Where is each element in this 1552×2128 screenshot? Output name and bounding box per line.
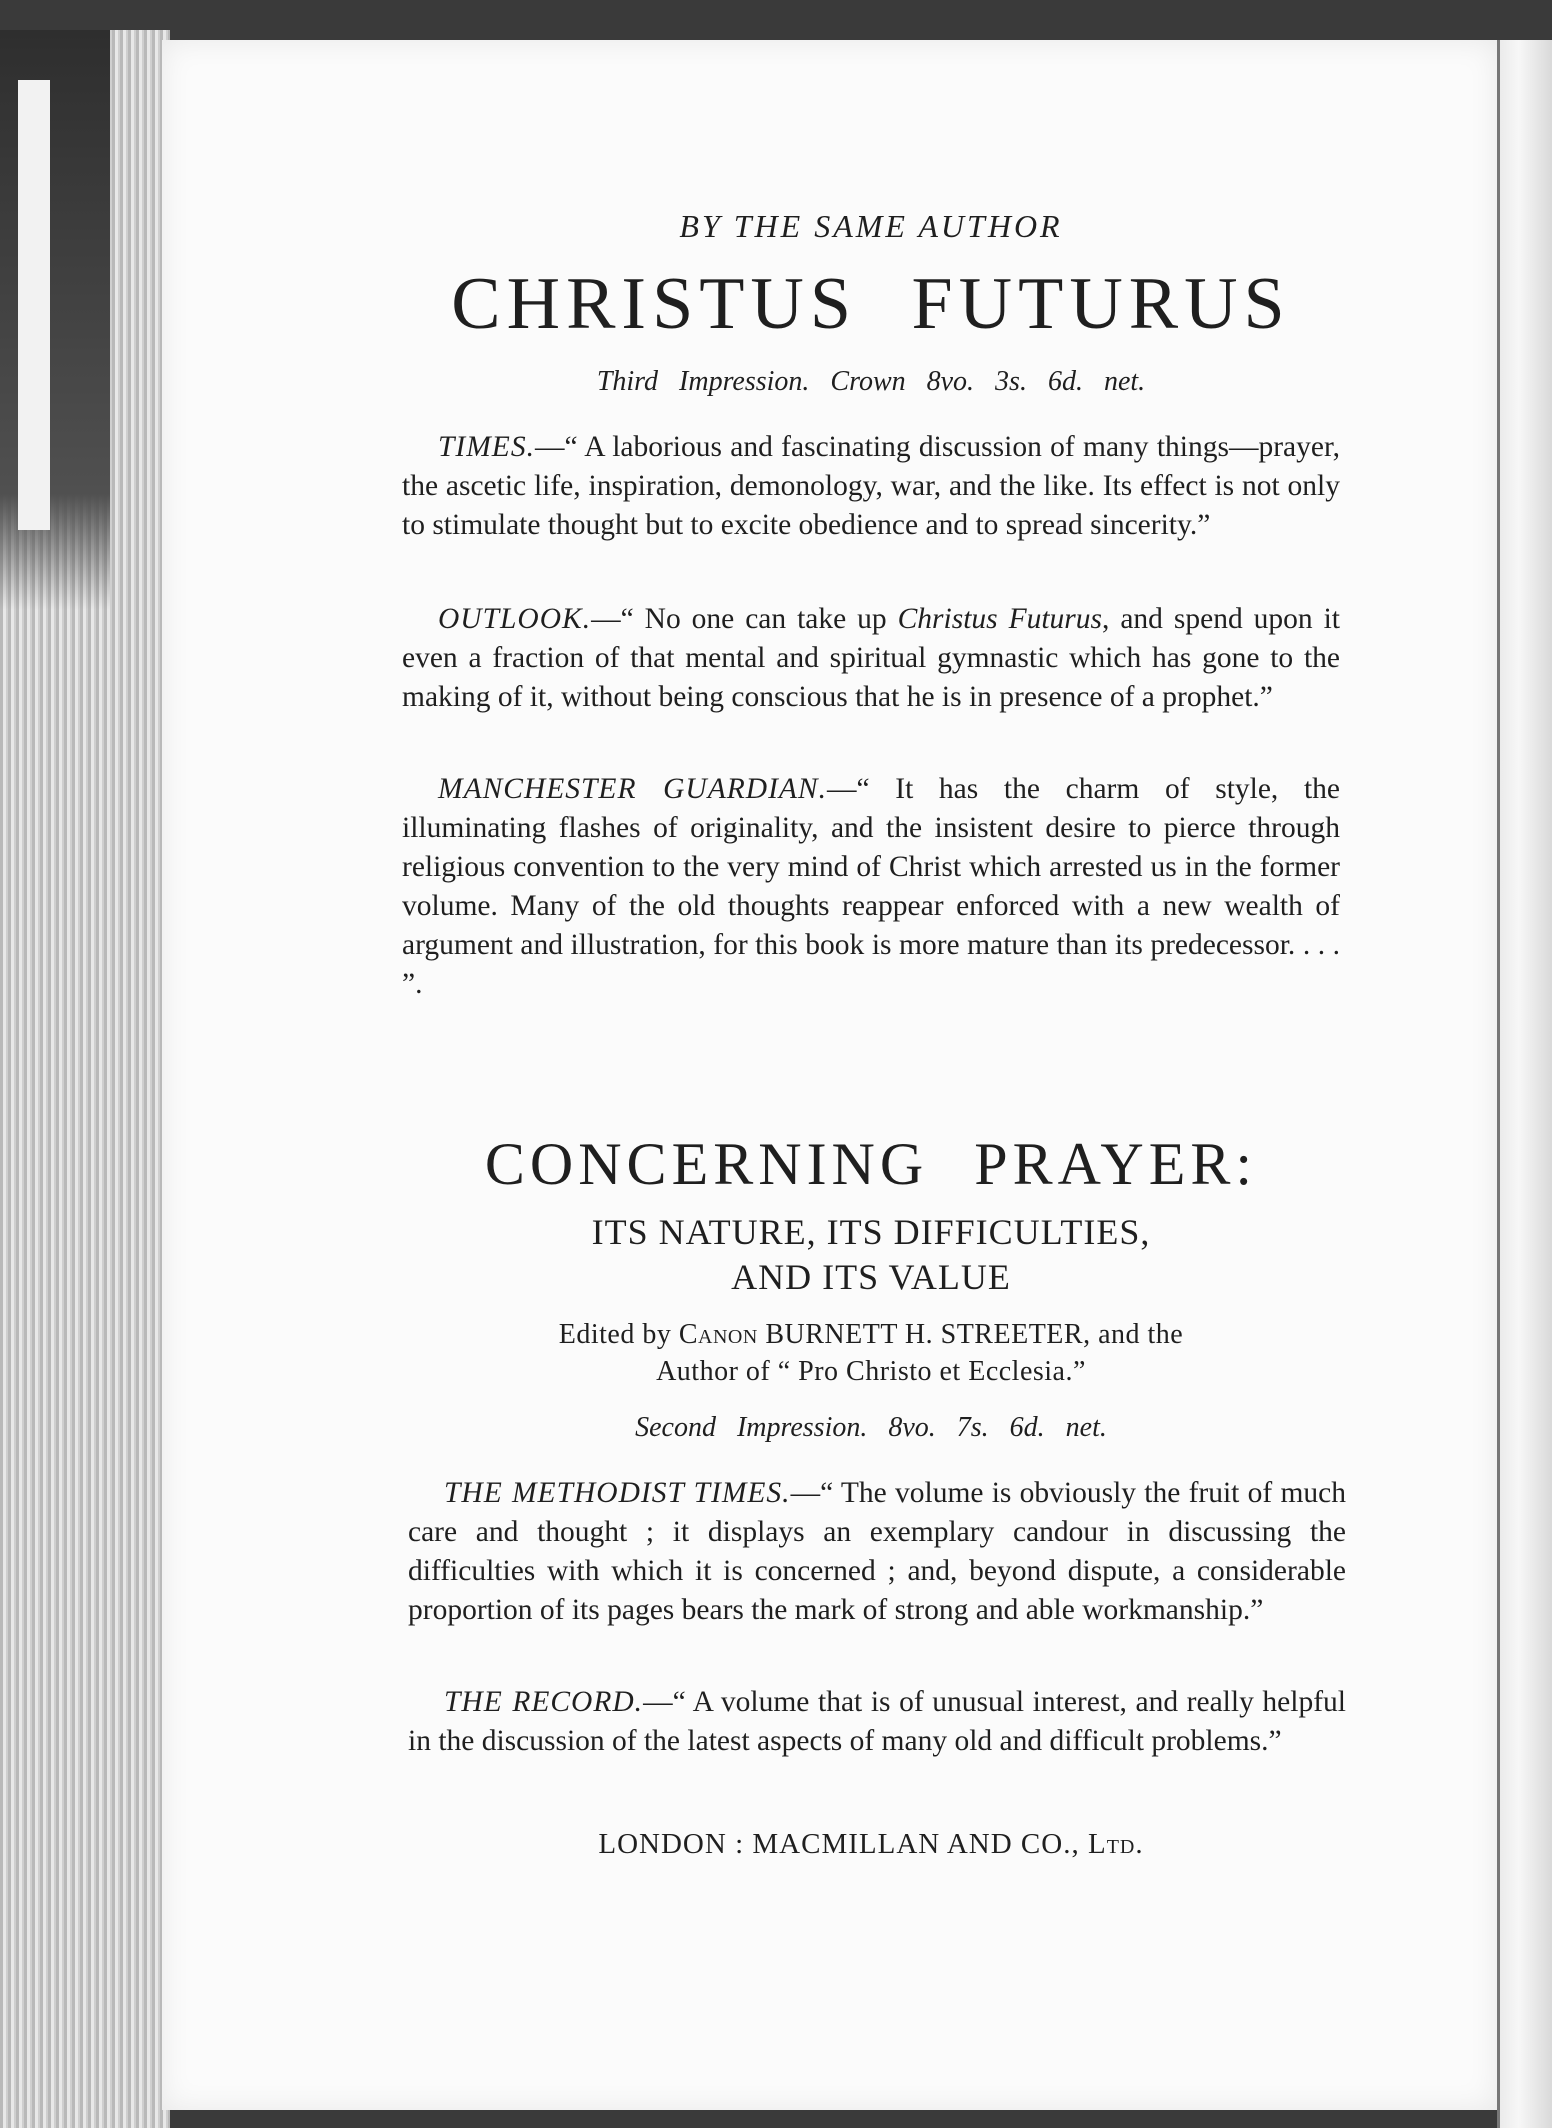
publisher-main: LONDON : MACMILLAN AND CO., [598,1828,1088,1860]
facing-page-edge [1497,40,1552,2128]
review-text: —“ It has the charm of style, the illuminating flashes of originality, and the insistent desire to pierce through religious convention to the very mind of Christ which arrested us in the former volume. Many of the old thoughts reappear enforced with a new wealth of argument and illustration, for this book is more mature than its predecessor. . . . ”. [402,773,1341,1000]
review-text: —“ The volume is obviously the fruit of much care and thought ; it displays an exemplary candour in discussing the difficulties with which it is concerned ; and, beyond dispute, a considerable proportion of its pages bears the mark of strong and able workmanship.” [408,1477,1347,1626]
book2-subtitle-line2: AND ITS VALUE [731,1257,1011,1297]
review-text: —“ A volume that is of unusual interest, and really helpful in the discussion of the latest aspects of many old and difficult problems.” [408,1686,1346,1757]
review-text: , and spend upon it even a fraction of that mental and spiritual gymnastic which has gone to the making of it, without being conscious that he is in presence of a prophet.” [402,603,1341,713]
book2-impression: Second Impression. 8vo. 7s. 6d. net. [635,1412,1107,1443]
book2-review-methodist [408,1474,1346,1630]
page [162,40,1497,2110]
book2-title: CONCERNING PRAYER: [484,1131,1258,1197]
edited-canon: Canon [678,1319,758,1350]
edited-name: BURNETT H. STREETER, and the [757,1319,1184,1350]
book2-editors [402,1316,1340,1390]
book1-review-times [402,428,1340,545]
review-source: THE RECORD. [444,1686,644,1718]
edited-prefix: Edited by [558,1319,679,1350]
edited-line2: Author of “ Pro Christo et Ecclesia.” [656,1356,1086,1387]
review-source: MANCHESTER GUARDIAN. [438,773,827,805]
review-source: OUTLOOK. [438,603,592,635]
review-source: THE METHODIST TIMES. [444,1477,791,1509]
book1-title: CHRISTUS FUTURUS [451,263,1291,345]
book2-subtitle [402,1210,1340,1300]
review-source: TIMES. [438,431,535,463]
by-line: BY THE SAME AUTHOR [679,208,1063,244]
book2-review-record [408,1683,1346,1761]
book1-impression: Third Impression. Crown 8vo. 3s. 6d. net. [596,366,1146,397]
review-text: —“ A laborious and fascinating discussion of many things—prayer, the ascetic life, inspiration, demonology, war, and the like. Its effect is not only to stimulate thought but to excite obedience and to spread sincerity.” [402,431,1340,541]
book-spine [18,80,50,530]
review-text: —“ No one can take up [591,603,898,635]
publisher-imprint [402,1828,1340,1861]
book2-subtitle-line1: ITS NATURE, ITS DIFFICULTIES, [591,1212,1151,1252]
review-italic-title: Christus Futurus [897,603,1103,635]
book1-review-outlook [402,600,1340,717]
book1-review-manchester [402,770,1340,1004]
page-gutter-line [1497,40,1500,2128]
page-edges-shadow [0,30,110,610]
publisher-ltd: Ltd. [1087,1828,1144,1860]
